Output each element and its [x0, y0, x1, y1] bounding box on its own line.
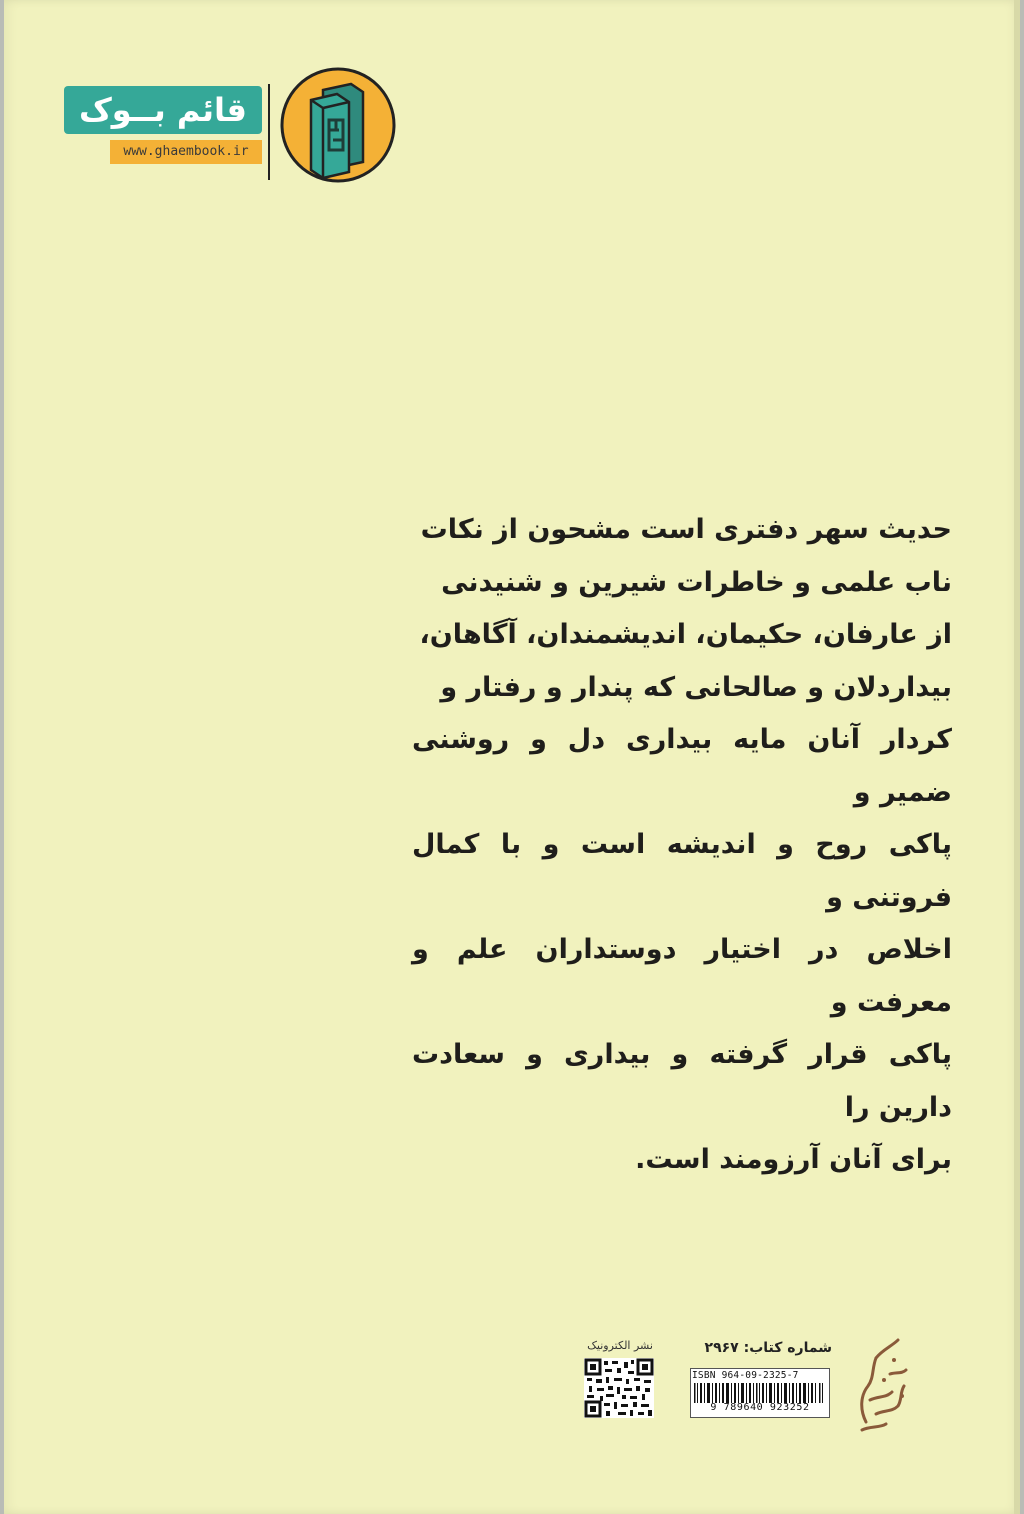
book-back-cover: [4, 0, 1020, 1514]
book-emblem-icon: [279, 66, 397, 184]
qr-label: نشر الکترونیک: [587, 1339, 653, 1352]
logo-brand-name: قائم بــوک: [64, 86, 262, 134]
description-line: برای آنان آرزومند است.: [635, 1144, 952, 1175]
barcode-icon: [694, 1383, 824, 1403]
back-cover-description: [412, 504, 952, 1187]
isbn-text: ISBN 964-09-2325-7: [692, 1370, 799, 1381]
qr-code-icon[interactable]: [584, 1358, 654, 1418]
description-line: کردار آنان مایه بیداری دل و روشنی ضمیر و: [412, 724, 952, 808]
description-line: پاکی قرار گرفته و بیداری و سعادت دارین را: [412, 1039, 952, 1123]
ghaembook-logo[interactable]: [64, 66, 404, 206]
barcode-digits: 9 789640 923252: [710, 1402, 810, 1413]
description-line: بیداردلان و صالحانی که پندار و رفتار و: [440, 671, 952, 703]
description-line: اخلاص در اختیار دوستداران علم و معرفت و: [412, 934, 952, 1018]
description-line: ناب علمی و خاطرات شیرین و شنیدنی: [441, 566, 952, 598]
logo-divider: [268, 84, 270, 180]
description-line: پاکی روح و اندیشه است و با کمال فروتنی و: [412, 829, 952, 913]
book-number: شماره کتاب: ۲۹۶۷: [704, 1340, 832, 1356]
cover-edge: [1014, 0, 1020, 1514]
logo-url[interactable]: www.ghaembook.ir: [110, 140, 262, 164]
description-line: از عارفان، حکیمان، اندیشمندان، آگاهان،: [419, 619, 952, 650]
description-line: حدیث سهر دفتری است مشحون از نکات: [420, 514, 952, 545]
publisher-calligraphy-logo: [846, 1330, 916, 1434]
